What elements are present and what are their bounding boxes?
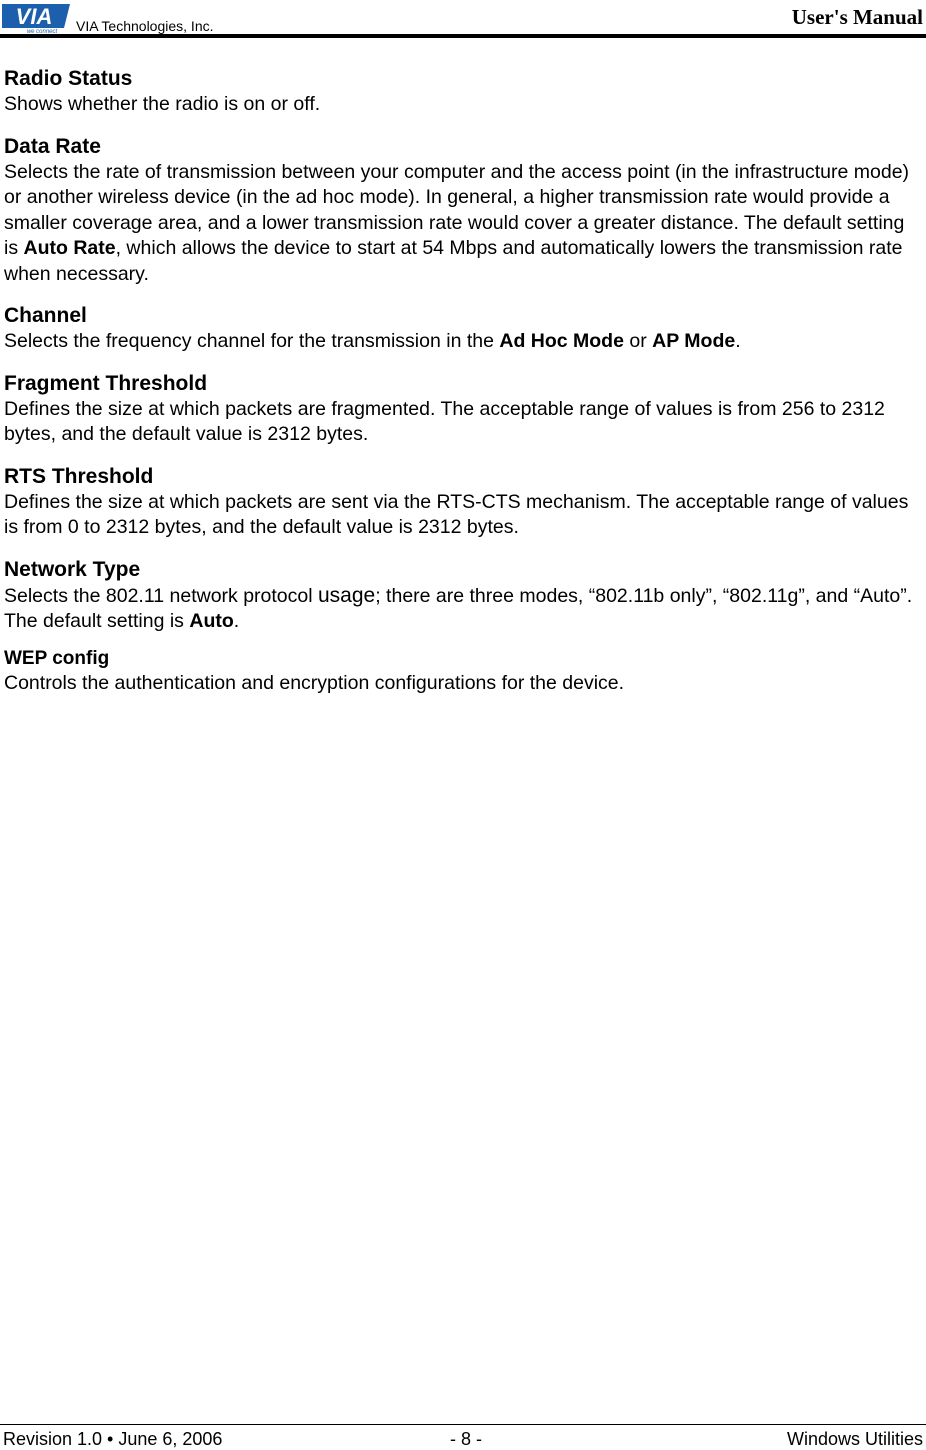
via-logo — [2, 2, 70, 34]
section-text: Shows whether the radio is on or off. — [4, 93, 321, 115]
section-network-type — [4, 557, 914, 635]
footer-divider — [0, 1424, 926, 1425]
logo-tagline: we connect — [26, 29, 58, 34]
emphasis-ap-mode: AP Mode — [652, 330, 736, 352]
footer-page-number: - 8 - — [450, 1429, 483, 1449]
section-heading: Fragment Threshold — [4, 371, 208, 395]
section-heading: Radio Status — [4, 67, 133, 90]
page-header — [0, 0, 926, 40]
section-heading: Network Type — [4, 557, 141, 581]
section-channel — [4, 303, 914, 355]
footer-section: Windows Utilities — [786, 1429, 923, 1449]
emphasis-usage: usage — [318, 583, 376, 607]
section-text: Selects the frequency channel for the transmission in the Ad Hoc Mode or AP Mode. — [4, 330, 741, 352]
section-text: Selects the rate of transmission between your computer and the access point (in the infrastructure mode) or another wireless device (in the ad hoc mode). In general, a higher transmission rate would provide a smaller coverage area, and a lower transmission rate would cover a greater distance. The default setting is Auto Rate, which allows the device to start at 54 Mbps and automatically lowers the transmission rate when necessary. — [4, 160, 910, 285]
logo-text: VIA — [15, 4, 53, 29]
footer-revision: Revision 1.0 • June 6, 2006 — [3, 1429, 223, 1449]
page-footer — [0, 1429, 926, 1449]
section-radio-status — [4, 66, 914, 118]
section-text: Controls the authentication and encryption configurations for the device. — [4, 671, 625, 694]
section-text: Selects the 802.11 network protocol usage; there are three modes, “802.11b only”, “802.11g”, and “Auto”. The default setting is Auto. — [4, 583, 913, 632]
section-data-rate — [4, 134, 914, 288]
section-rts-threshold — [4, 464, 914, 541]
section-heading: RTS Threshold — [4, 464, 154, 488]
emphasis-auto-rate: Auto Rate — [23, 237, 116, 259]
section-fragment-threshold — [4, 371, 914, 448]
section-heading: Data Rate — [4, 134, 101, 158]
section-text: Defines the size at which packets are fragmented. The acceptable range of values is from 256 to 2312 bytes, and the default value is 2312 bytes. — [4, 397, 885, 445]
manual-title: User's Manual — [791, 5, 923, 29]
company-name: VIA Technologies, Inc. — [76, 18, 214, 34]
header-divider — [0, 34, 926, 38]
page-content — [4, 66, 914, 704]
section-wep-config — [4, 647, 914, 697]
emphasis-ad-hoc-mode: Ad Hoc Mode — [499, 330, 624, 352]
section-heading: Channel — [4, 304, 87, 327]
emphasis-auto: Auto — [189, 610, 234, 632]
section-text: Defines the size at which packets are sent via the RTS-CTS mechanism. The acceptable range of values is from 0 to 2312 bytes, and the default value is 2312 bytes. — [4, 490, 909, 538]
section-heading: WEP config — [4, 647, 110, 669]
